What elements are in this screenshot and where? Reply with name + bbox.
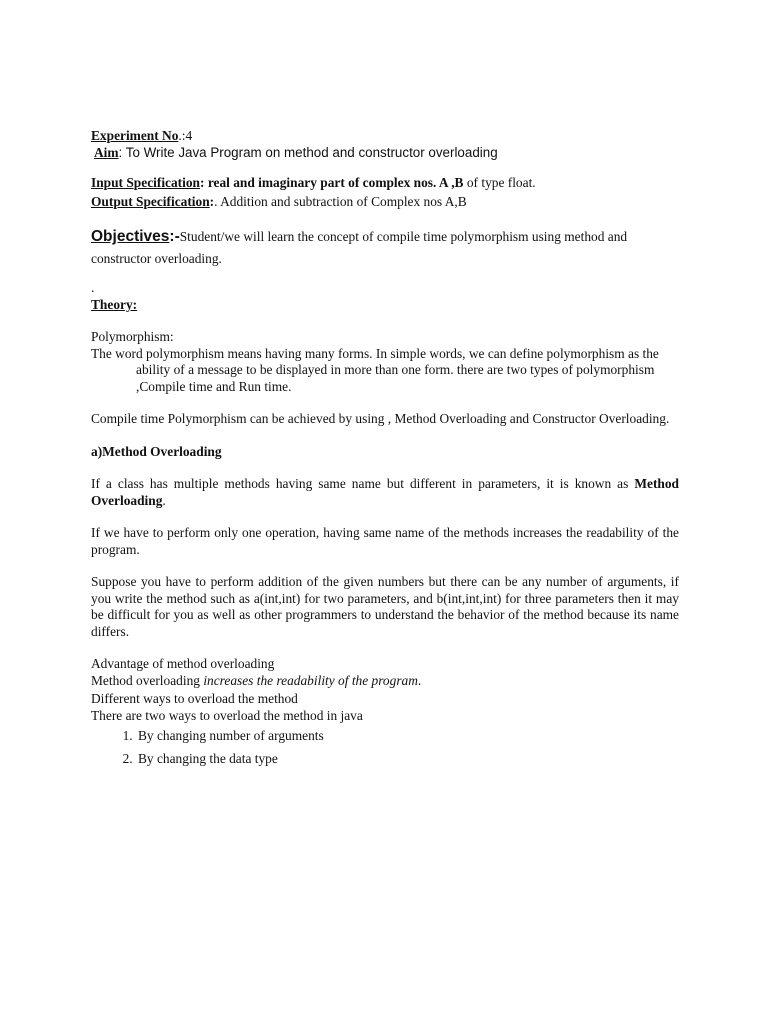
aim-line (91, 145, 679, 162)
theory-heading: Theory: (91, 296, 138, 312)
objectives-text: Student/we will learn the concept of compile time polymorphism using method and constructor overloading. (91, 229, 628, 266)
output-spec-label: Output Specification (91, 193, 210, 209)
advantage-italic: increases the readability of the program (203, 672, 418, 688)
para1-text: If a class has multiple methods having same name but different in parameters, it is known as (91, 476, 635, 491)
method-overloading-para2: If we have to perform only one operation, having same name of the methods increases the readability of the program. (91, 525, 679, 557)
ways-intro: There are two ways to overload the method in java (91, 707, 363, 723)
ways-list (91, 728, 679, 767)
dot-line: . (91, 280, 95, 295)
input-spec-line (91, 175, 679, 192)
method-overloading-para1 (91, 476, 679, 509)
para1-bold: Method Overloading (91, 476, 679, 508)
experiment-number: .:4 (178, 128, 193, 143)
advantage-label: Advantage of method overloading (91, 656, 275, 671)
output-spec-line (91, 194, 679, 211)
para1-end: . (162, 492, 166, 508)
ways-label: Different ways to overload the method (91, 691, 298, 706)
document-page (91, 128, 679, 773)
objectives-paragraph (91, 226, 679, 270)
input-spec-label: Input Specification (91, 175, 201, 190)
input-spec-bold-text: : real and imaginary part of complex nos. A ,B (200, 175, 464, 190)
list-item: 2. By changing the data type (136, 751, 679, 768)
advantage-end: . (417, 672, 422, 688)
experiment-line (91, 128, 679, 145)
objectives-label: Objectives (91, 228, 170, 245)
polymorphism-paragraph: The word polymorphism means having many forms. In simple words, we can define polymorphism as the ability of a message to be displayed in more than one form. there are two types of polymorphism ,Compile time and Run time. (91, 345, 659, 394)
aim-label: Aim (94, 144, 119, 160)
method-overloading-para3: Suppose you have to perform addition of the given numbers but there can be any number of arguments, if you write the method such as a(int,int) for two parameters, and b(int,int,int) for three parameters then it may be difficult for you as well as other programmers to understand the behavior of the method because its name differs. (91, 574, 679, 639)
experiment-label: Experiment No (91, 128, 179, 143)
method-overloading-heading: a)Method Overloading (91, 443, 222, 459)
output-spec-text: . Addition and subtraction of Complex nos A,B (214, 193, 467, 209)
output-spec-colon: : (209, 193, 215, 209)
objectives-sep: :- (169, 228, 180, 245)
list-item: 1. By changing number of arguments (136, 728, 679, 745)
polymorphism-label: Polymorphism: (91, 329, 174, 344)
input-spec-text: of type float. (463, 175, 536, 190)
aim-text: : To Write Java Program on method and constructor overloading (118, 144, 498, 160)
advantage-line (91, 673, 679, 690)
compile-time-paragraph: Compile time Polymorphism can be achieved by using , Method Overloading and Constructor Overloading. (91, 411, 670, 426)
advantage-text: Method overloading (91, 672, 204, 688)
